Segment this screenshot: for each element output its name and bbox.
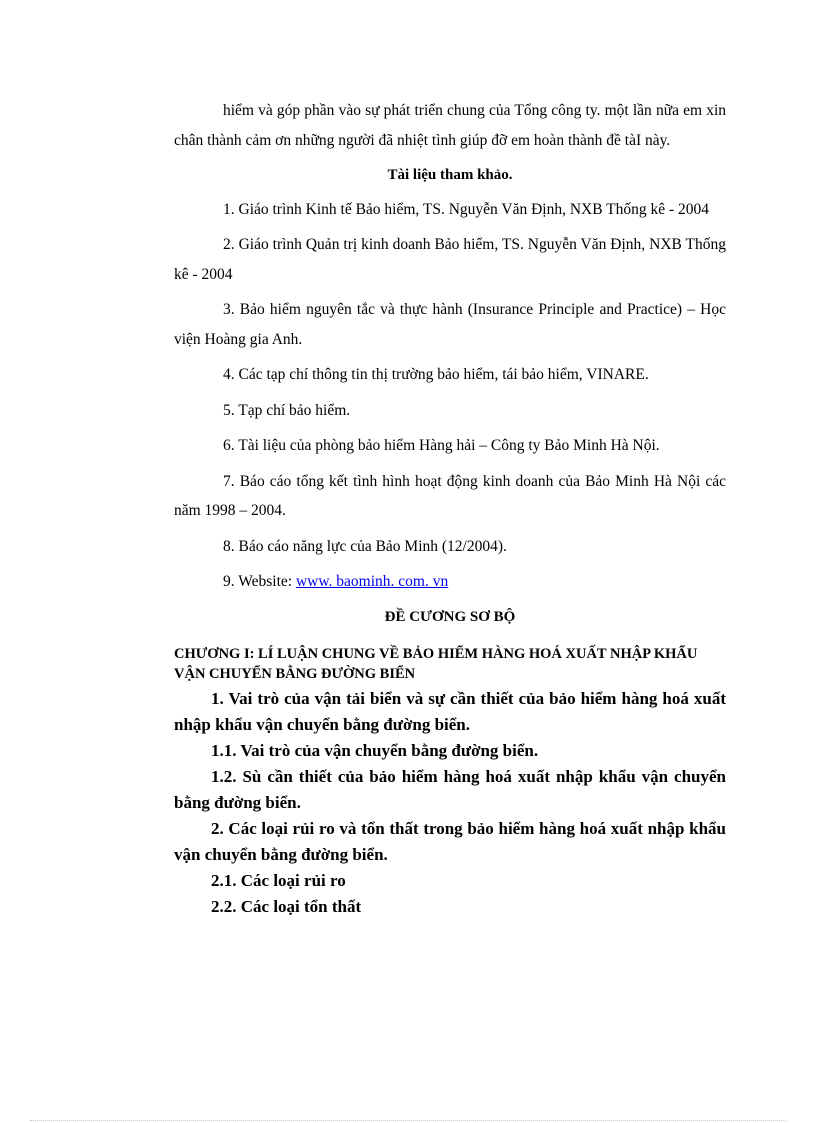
reference-item-6: 6. Tài liệu của phòng bảo hiểm Hàng hải – Công ty Bảo Minh Hà Nội. bbox=[223, 437, 660, 454]
outline-item-1: 1. Vai trò của vận tải biển và sự cần thiết của bảo hiểm hàng hoá xuất nhập khẩu vận chuyển bằng đường biển. bbox=[174, 689, 726, 734]
chapter-heading: CHƯƠNG I: LÍ LUẬN CHUNG VỀ BẢO HIỂM HÀNG HOÁ XUẤT NHẬP KHẨU VẬN CHUYỂN BẰNG ĐƯỜNG BIỂN bbox=[174, 646, 698, 682]
reference-item-4: 4. Các tạp chí thông tin thị trường bảo hiểm, tái bảo hiểm, VINARE. bbox=[223, 366, 649, 383]
page-bottom-divider bbox=[30, 1120, 786, 1121]
reference-item-8: 8. Báo cáo năng lực của Bảo Minh (12/2004). bbox=[223, 537, 507, 555]
outline-item-2-2: 2.2. Các loại tổn thất bbox=[211, 897, 362, 916]
reference-item-3: 3. Bảo hiểm nguyên tắc và thực hành (Insurance Principle and Practice) – Học viện Hoàng gia Anh. bbox=[174, 301, 726, 348]
reference-item-5: 5. Tạp chí bảo hiểm. bbox=[223, 401, 351, 419]
outline-title: ĐỀ CƯƠNG SƠ BỘ bbox=[384, 608, 516, 625]
reference-item-7: 7. Báo cáo tổng kết tình hình hoạt động kinh doanh của Bảo Minh Hà Nội các năm 1998 – 2004. bbox=[174, 472, 726, 519]
reference-item-1: 1. Giáo trình Kinh tế Bảo hiểm, TS. Nguyễn Văn Định, NXB Thống kê - 2004 bbox=[223, 200, 710, 218]
page-content bbox=[174, 96, 726, 920]
website-link[interactable]: www. baominh. com. vn bbox=[295, 573, 449, 590]
website-label: 9. Website: bbox=[223, 573, 296, 590]
outline-item-1-2: 1.2. Sù cần thiết của bảo hiểm hàng hoá xuất nhập khẩu vận chuyển bằng đường biển. bbox=[174, 767, 726, 812]
reference-item-9 bbox=[174, 567, 726, 597]
outline-item-2-1: 2.1. Các loại rủi ro bbox=[211, 871, 346, 890]
reference-item-2: 2. Giáo trình Quản trị kinh doanh Bảo hiểm, TS. Nguyễn Văn Định, NXB Thống kê - 2004 bbox=[174, 236, 726, 283]
references-title: Tài liệu tham khảo. bbox=[387, 167, 513, 183]
outline-item-1-1: 1.1. Vai trò của vận chuyển bằng đường biển. bbox=[211, 741, 539, 760]
intro-paragraph: hiểm và góp phần vào sự phát triển chung của Tổng công ty. một lần nữa em xin chân thành cảm ơn những người đã nhiệt tình giúp đỡ em hoàn thành đề tàI này. bbox=[174, 102, 726, 149]
outline-item-2: 2. Các loại rủi ro và tổn thất trong bảo hiểm hàng hoá xuất nhập khẩu vận chuyển bằng đường biển. bbox=[174, 819, 726, 864]
